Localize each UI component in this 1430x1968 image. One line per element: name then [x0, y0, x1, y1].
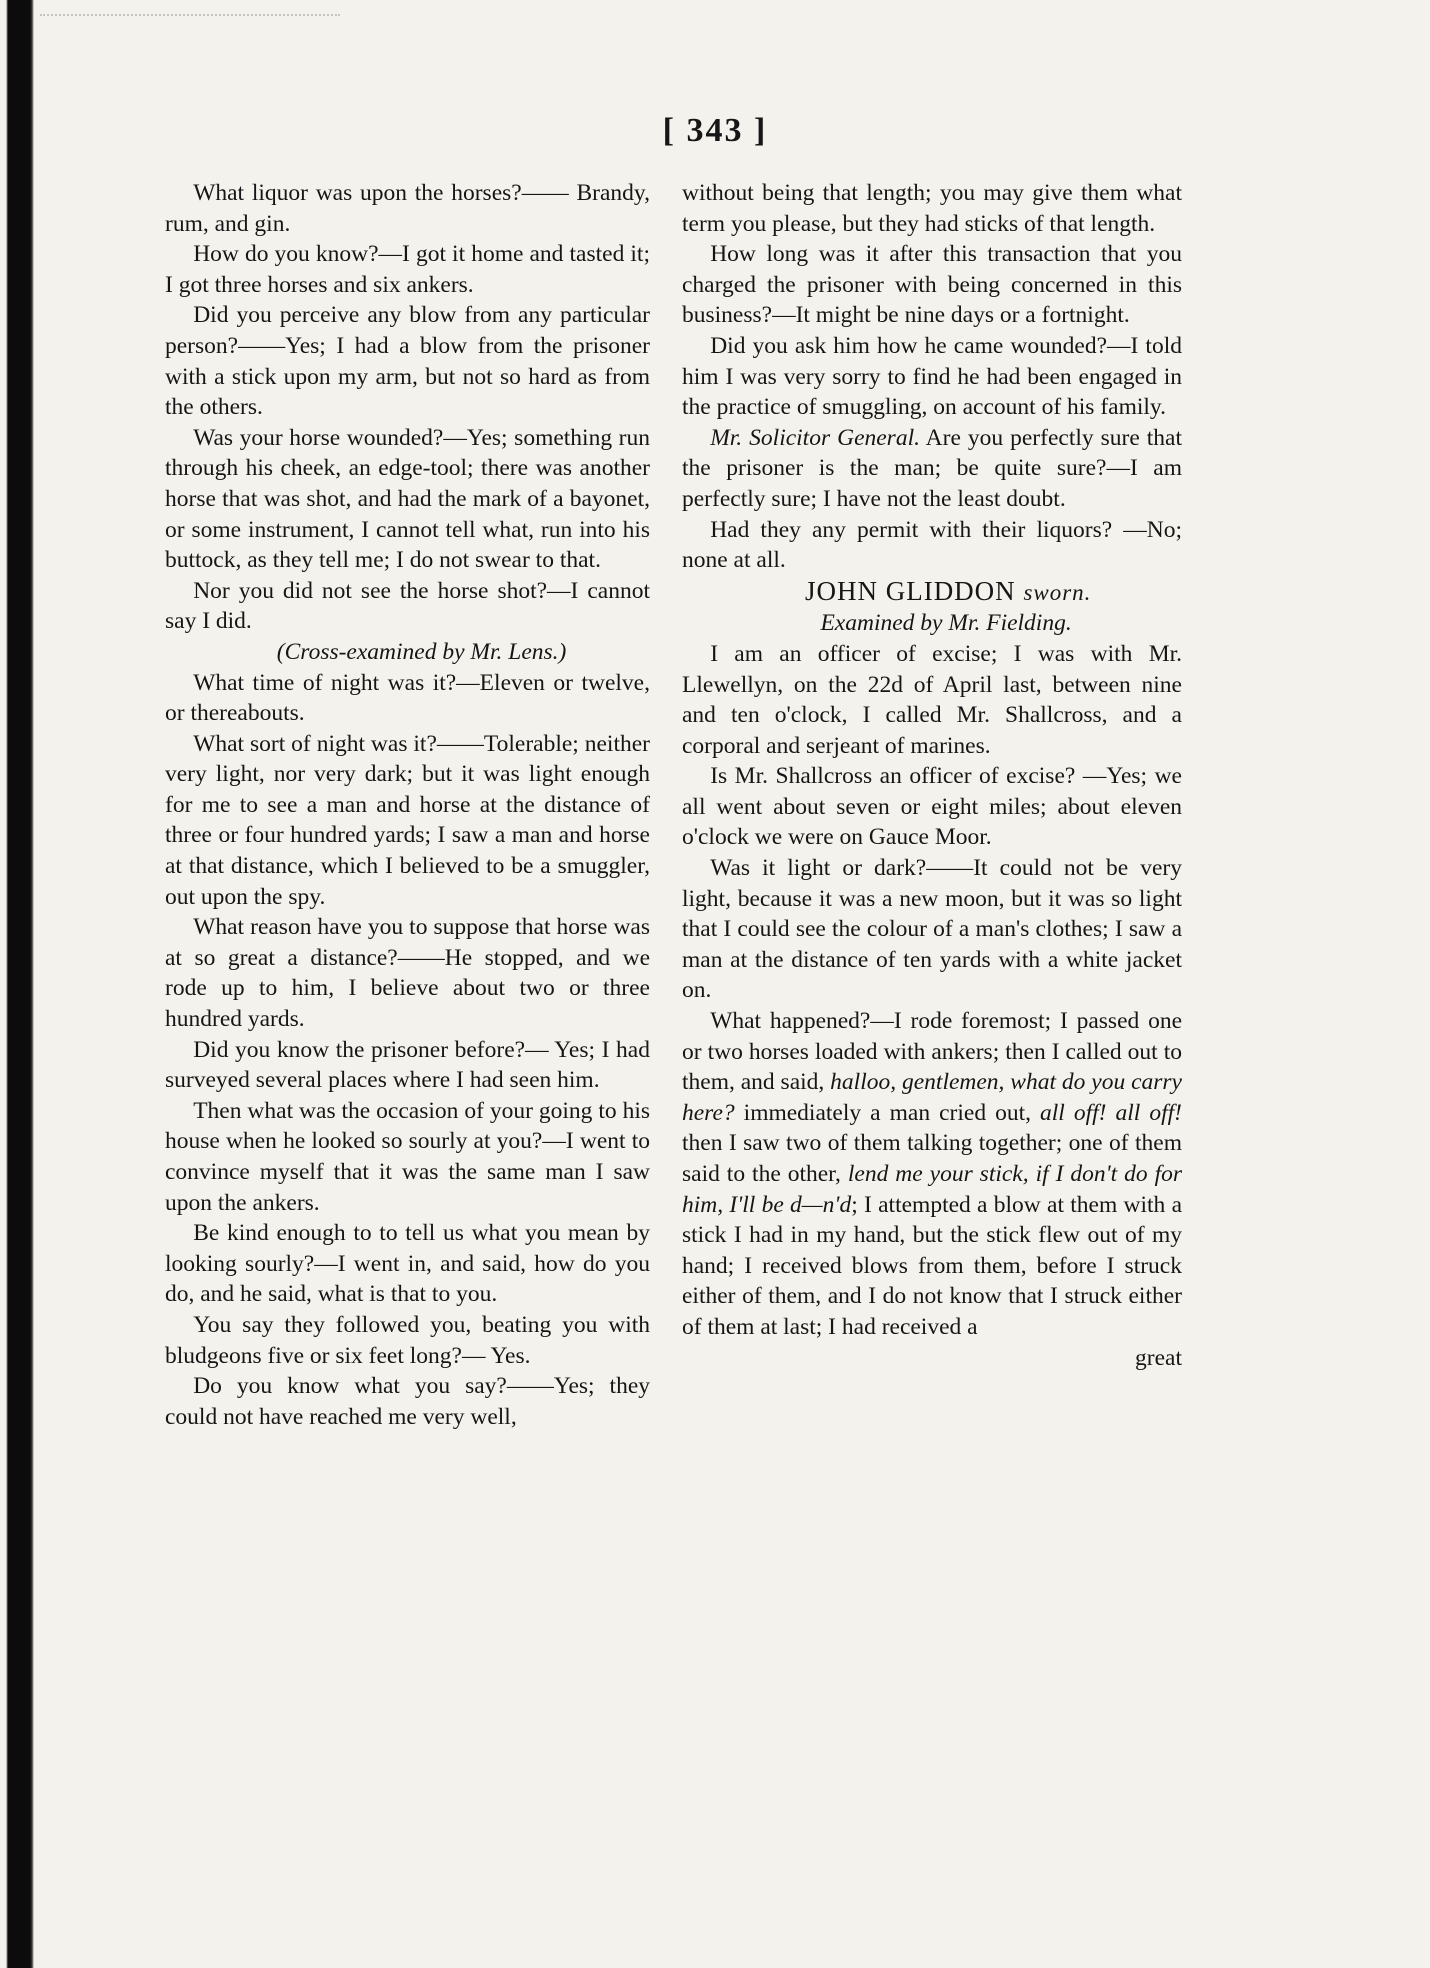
- quoted-speech: all off! all off!: [1040, 1099, 1182, 1126]
- examined-by-heading: Examined by Mr. Fielding.: [820, 610, 1072, 637]
- paragraph: Do you know what you say?——Yes; they could not have reached me very well,: [165, 1373, 650, 1430]
- paragraph: How long was it after this transaction that you charged the prisoner with being concerned in this business?—It might be nine days or a fortnight.: [682, 241, 1182, 329]
- speaker-label: Mr. Solicitor General.: [710, 424, 920, 451]
- paragraph: [682, 423, 1182, 515]
- paragraph-text: What happened?—I rode foremost; I passed one or two horses loaded with ankers; then I called out to them, and said,: [682, 1008, 1182, 1096]
- scan-artifact: [40, 14, 340, 30]
- paragraph: Was it light or dark?——It could not be very light, because it was a new moon, but it was so light that I could see the colour of a man's clothes; I saw a man at the distance of ten yards with a white jacket on.: [682, 855, 1182, 1004]
- paragraph-text: ; I attempted a blow at them with a stick I had in my hand, but the stick flew out of my hand; I received blows from them, before I struck either of them, and I do not know that I struck either of them at last; I had received a: [682, 1191, 1183, 1340]
- page-number: [ 343 ]: [662, 112, 768, 149]
- witness-sworn: sworn.: [1023, 579, 1092, 605]
- book-binding-edge: [0, 0, 34, 1968]
- paragraph: What liquor was upon the horses?—— Brandy, rum, and gin.: [165, 180, 650, 237]
- paragraph: What sort of night was it?——Tolerable; neither very light, nor very dark; but it was light enough for me to see a man and horse at the distance of three or four hundred yards; I saw a man and horse at that distance, which I believed to be a smuggler, out upon the spy.: [165, 730, 650, 910]
- witness-name: JOHN GLIDDON: [804, 575, 1024, 606]
- paragraph: without being that length; you may give them what term you please, but they had sticks of that length.: [682, 180, 1182, 237]
- catchword: great: [1135, 1344, 1182, 1371]
- witness-heading: [682, 576, 1182, 609]
- paragraph: What time of night was it?—Eleven or twelve, or thereabouts.: [165, 669, 650, 727]
- paragraph-text: Are you perfectly sure that the prisoner is the man; be quite sure?—I am perfectly sure; I have not the least doubt.: [682, 424, 1182, 512]
- paragraph: How do you know?—I got it home and tasted it; I got three horses and six ankers.: [165, 241, 650, 298]
- quoted-speech: halloo, gentlemen, what do you carry here?: [682, 1069, 1182, 1126]
- paragraph: Is Mr. Shallcross an officer of excise? —Yes; we all went about seven or eight miles; about eleven o'clock we were on Gauce Moor.: [682, 763, 1182, 851]
- right-column: [682, 178, 1182, 1373]
- paragraph: Then what was the occasion of your going to his house when he looked so sourly at you?—I went to convince myself that it was the same man I saw upon the ankers.: [165, 1097, 650, 1216]
- paragraph: Was your horse wounded?—Yes; something run through his cheek, an edge-tool; there was another horse that was shot, and had the mark of a bayonet, or some instrument, I cannot tell what, run into his buttock, as they tell me; I do not swear to that.: [165, 424, 650, 574]
- paragraph: Had they any permit with their liquors? —No; none at all.: [682, 516, 1182, 574]
- paragraph: Be kind enough to to tell us what you mean by looking sourly?—I went in, and said, how do you do, and he said, what is that to you.: [165, 1220, 650, 1308]
- paragraph: [682, 1006, 1182, 1343]
- paragraph: I am an officer of excise; I was with Mr. Llewellyn, on the 22d of April last, between nine and ten o'clock, I called Mr. Shallcross, and a corporal and serjeant of marines.: [682, 640, 1182, 759]
- quoted-speech: lend me your stick, if I don't do for him, I'll be d—n'd: [682, 1161, 1182, 1218]
- left-column: [165, 178, 650, 1432]
- paragraph-text: then I saw two of them talking together; one of them said to the other,: [682, 1130, 1182, 1187]
- paragraph: You say they followed you, beating you with bludgeons five or six feet long?— Yes.: [165, 1311, 650, 1369]
- section-heading: (Cross-examined by Mr. Lens.): [276, 638, 567, 665]
- paragraph-text: immediately a man cried out,: [734, 1099, 1041, 1126]
- paragraph: What reason have you to suppose that horse was at so great a distance?——He stopped, and we rode up to him, I believe about two or three hundred yards.: [165, 914, 650, 1033]
- paragraph: Did you ask him how he came wounded?—I told him I was very sorry to find he had been engaged in the practice of smuggling, on account of his family.: [682, 332, 1182, 421]
- paragraph: Nor you did not see the horse shot?—I cannot say I did.: [165, 577, 650, 635]
- paragraph: Did you know the prisoner before?— Yes; I had surveyed several places where I had seen him.: [165, 1036, 650, 1094]
- paragraph: Did you perceive any blow from any particular person?——Yes; I had a blow from the prisoner with a stick upon my arm, but not so hard as from the others.: [165, 302, 650, 421]
